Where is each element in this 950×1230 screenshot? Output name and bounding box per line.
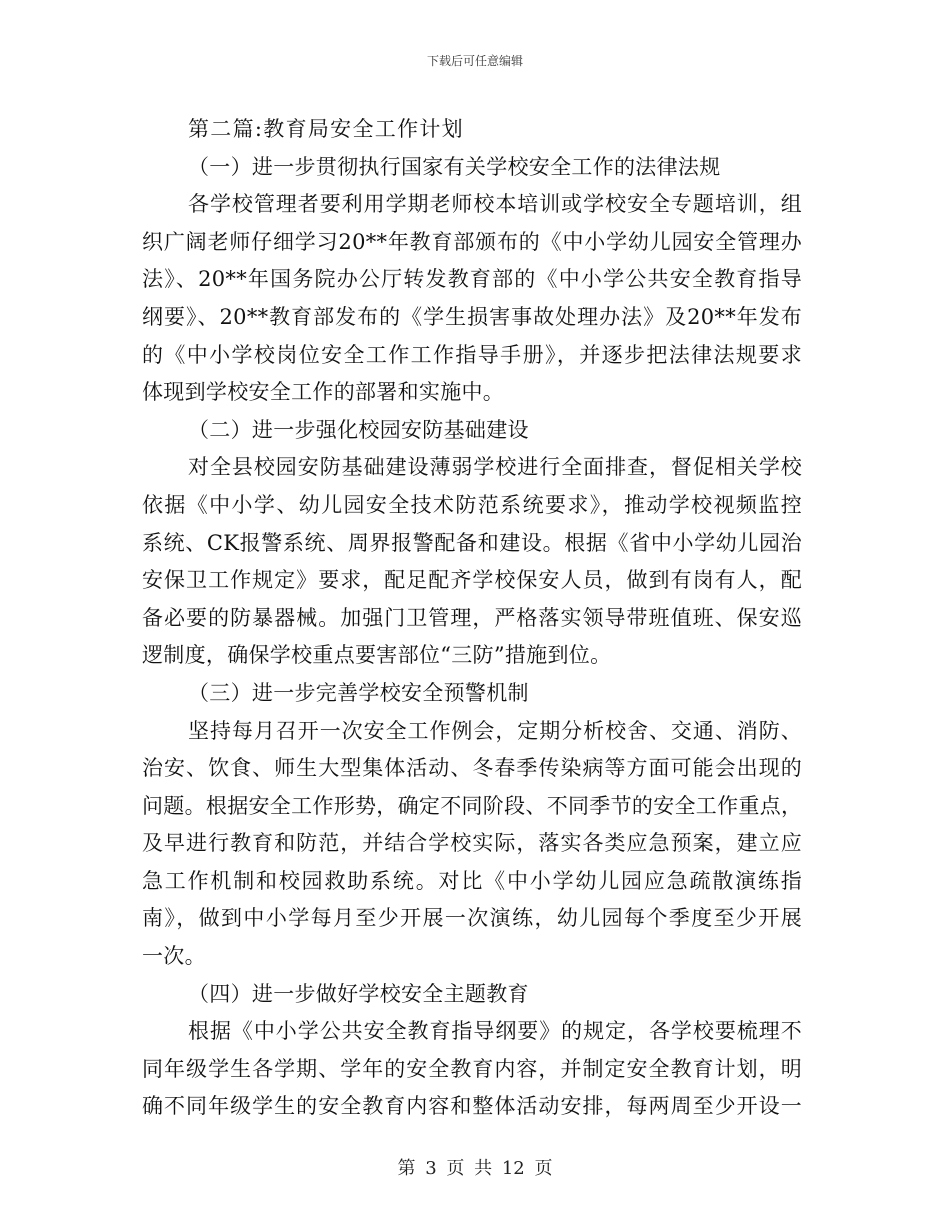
paragraph-line: 各学校管理者要利用学期老师校本培训或学校安全专题培训，组 (188, 192, 802, 217)
paragraph-line: 治安、饮食、师生大型集体活动、冬春季传染病等方面可能会出现的 (142, 756, 802, 781)
page-number: 第 3 页 共 12 页 (397, 1158, 553, 1179)
section-heading: （四）进一步做好学校安全主题教育 (188, 981, 529, 1006)
document-lines (142, 149, 802, 1126)
paragraph-line: 依据《中小学、幼儿园安全技术防范系统要求》，推动学校视频监控 (142, 492, 802, 517)
paragraph-line: 一次。 (142, 944, 206, 969)
paragraph-line: 逻制度，确保学校重点要害部位“三防”措施到位。 (142, 643, 612, 668)
paragraph-line: 的《中小学校岗位安全工作工作指导手册》，并逐步把法律法规要求 (142, 342, 802, 367)
paragraph-line: 备必要的防暴器械。加强门卫管理，严格落实领导带班值班、保安巡 (142, 605, 802, 630)
section-heading: （一）进一步贯彻执行国家有关学校安全工作的法律法规 (188, 154, 721, 179)
paragraph-line: 根据《中小学公共安全教育指导纲要》的规定，各学校要梳理不 (188, 1019, 802, 1044)
paragraph-line: 体现到学校安全工作的部署和实施中。 (142, 380, 505, 405)
section-heading: （三）进一步完善学校安全预警机制 (188, 680, 529, 705)
paragraph-line: 对全县校园安防基础建设薄弱学校进行全面排查，督促相关学校 (188, 455, 802, 480)
paragraph-line: 急工作机制和校园救助系统。对比《中小学幼儿园应急疏散演练指 (142, 868, 802, 893)
paragraph-line: 系统、CK报警系统、周界报警配备和建设。根据《省中小学幼儿园治 (142, 530, 802, 555)
paragraph-line: 织广阔老师仔细学习20**年教育部颁布的《中小学幼儿园安全管理办 (142, 229, 802, 254)
paragraph-line: 确不同年级学生的安全教育内容和整体活动安排，每两周至少开设一 (142, 1094, 802, 1119)
paragraph-line: 坚持每月召开一次安全工作例会，定期分析校舍、交通、消防、 (188, 718, 802, 743)
paragraph-line: 及早进行教育和防范，并结合学校实际，落实各类应急预案，建立应 (142, 831, 802, 856)
paragraph-line: 纲要》、20**教育部发布的《学生损害事故处理办法》及20**年发布 (142, 304, 802, 329)
paragraph-line: 安保卫工作规定》要求，配足配齐学校保安人员，做到有岗有人，配 (142, 568, 802, 593)
document-title: 第二篇:教育局安全工作计划 (188, 117, 464, 141)
paragraph-line: 同年级学生各学期、学年的安全教育内容，并制定安全教育计划，明 (142, 1056, 802, 1081)
page-header-note: 下载后可任意编辑 (426, 54, 523, 68)
paragraph-line: 法》、20**年国务院办公厅转发教育部的《中小学公共安全教育指导 (142, 267, 802, 292)
paragraph-line: 南》，做到中小学每月至少开展一次演练，幼儿园每个季度至少开展 (142, 906, 802, 931)
section-heading: （二）进一步强化校园安防基础建设 (188, 417, 529, 442)
paragraph-line: 问题。根据安全工作形势，确定不同阶段、不同季节的安全工作重点， (142, 793, 803, 818)
document-body (142, 111, 802, 1126)
